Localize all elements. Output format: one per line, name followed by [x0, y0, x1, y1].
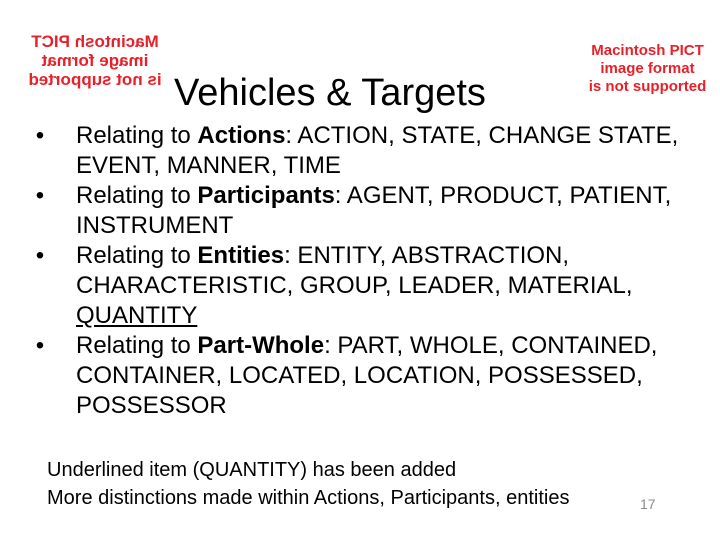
- slide-title: Vehicles & Targets: [174, 72, 486, 114]
- bullet-list: [30, 121, 700, 421]
- bullet-dot: •: [35, 182, 45, 209]
- bullet-prefix: Relating to: [76, 122, 198, 149]
- bullet-prefix: Relating to: [76, 242, 198, 269]
- pict-line: image format: [41, 51, 149, 70]
- pict-placeholder: [585, 42, 710, 96]
- bullet-item-entities: [30, 241, 700, 331]
- bullet-item-part-whole: [30, 331, 700, 421]
- bullet-prefix: Relating to: [76, 332, 198, 359]
- bullet-keyword: Participants: [197, 182, 335, 209]
- bullet-dot: •: [35, 242, 45, 269]
- bullet-items: : ACTION, STATE, CHANGE STATE, EVENT, MANNER, TIME: [76, 122, 679, 179]
- pict-line: Macintosh PICT: [31, 32, 159, 51]
- pict-line: Macintosh PICT: [591, 42, 704, 59]
- footer-line: More distinctions made within Actions, Participants, entities: [47, 487, 570, 509]
- bullet-items: : AGENT, PRODUCT, PATIENT, INSTRUMENT: [76, 182, 672, 239]
- underlined-item: QUANTITY: [76, 302, 198, 329]
- bullet-keyword: Part-Whole: [197, 332, 325, 359]
- bullet-dot: •: [35, 122, 45, 149]
- bullet-items: : ENTITY, ABSTRACTION, CHARACTERISTIC, GROUP, LEADER, MATERIAL,: [76, 242, 633, 299]
- bullet-prefix: Relating to: [76, 182, 198, 209]
- bullet-keyword: Entities: [197, 242, 285, 269]
- footer-line: Underlined item (QUANTITY) has been added: [47, 459, 457, 481]
- bullet-dot: •: [35, 332, 45, 359]
- bullet-items: : PART, WHOLE, CONTAINED, CONTAINER, LOCATED, LOCATION, POSSESSED, POSSESSOR: [76, 332, 658, 419]
- pict-line: image format: [600, 60, 695, 77]
- bullet-keyword: Actions: [197, 122, 286, 149]
- pict-line: is not supported: [28, 70, 162, 89]
- pict-placeholder-mirrored: [10, 32, 180, 89]
- bullet-item-actions: [30, 121, 700, 181]
- pict-line: is not supported: [588, 78, 707, 95]
- bullet-item-participants: [30, 181, 700, 241]
- page-number: 17: [640, 496, 656, 512]
- footer-note: [47, 456, 569, 512]
